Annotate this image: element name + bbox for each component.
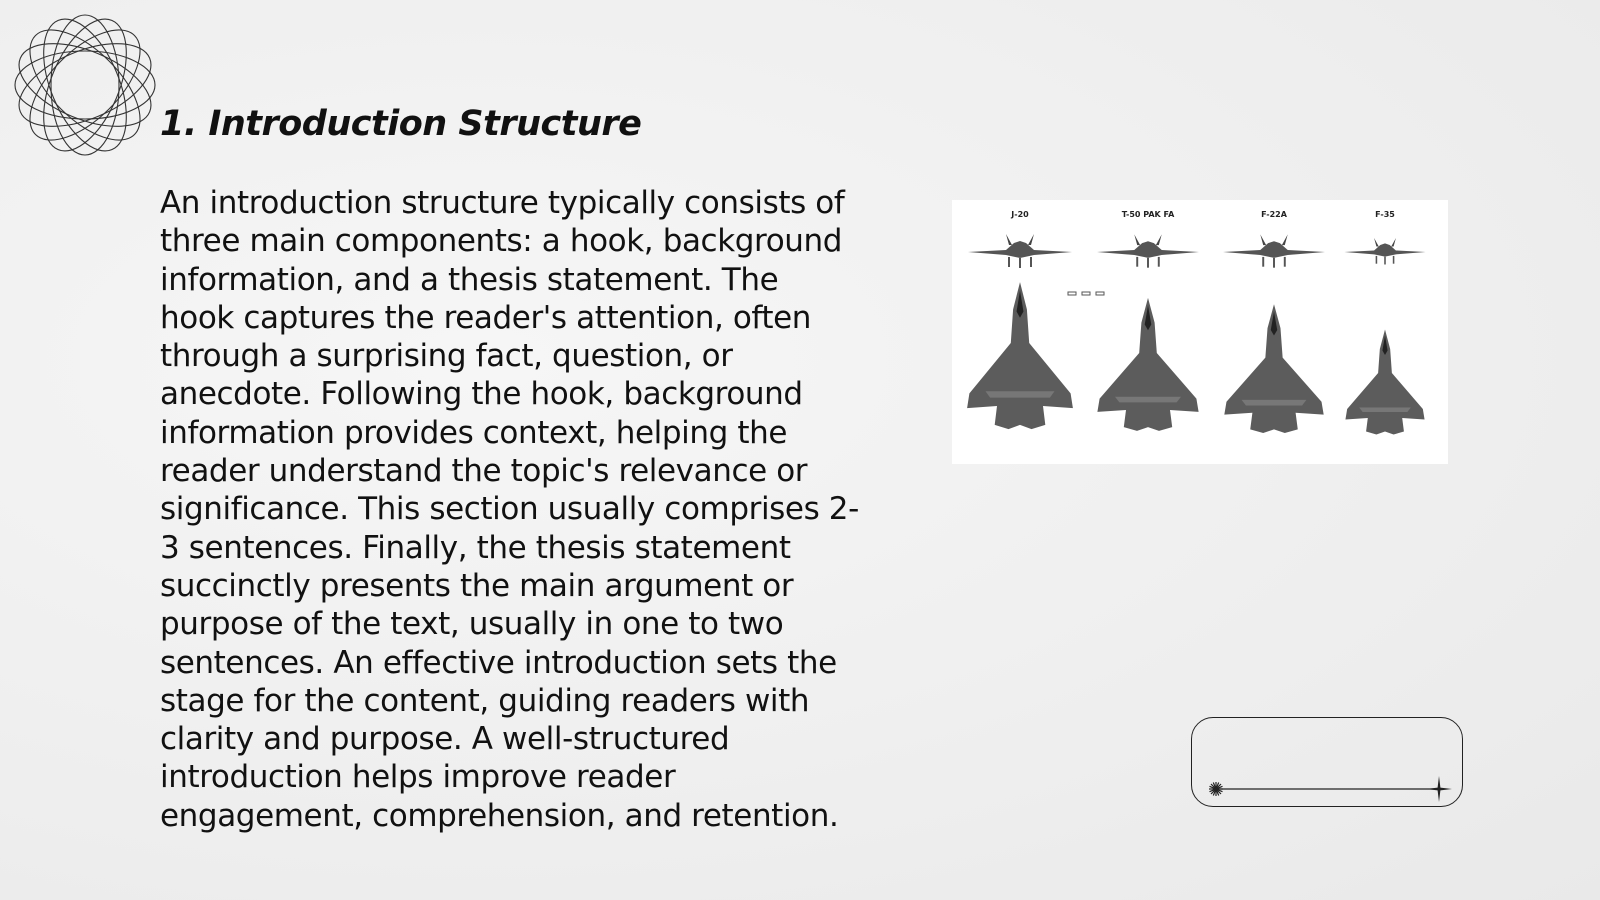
sparkle-icon (1426, 776, 1452, 802)
starburst-icon (1209, 782, 1223, 796)
aircraft-top-view-icon (967, 282, 1424, 434)
slide-title: 1. Introduction Structure (160, 104, 642, 144)
aircraft-label-f22a: F-22A (1261, 210, 1287, 219)
circular-rings-ornament-icon (10, 10, 160, 160)
body-paragraph: An introduction structure typically consists of three main components: a hook, background information, and a thesis statement. The hook captures the reader's attention, often through a surprising fact, question, or anecdote. Following the hook, background information provides context, helping the reader understand the topic's relevance or significance. This section usually comprises 2-3 sentences. Finally, the thesis statement succinctly presents the main argument or purpose of the text, usually in one to two sentences. An effective introduction sets the stage for the content, guiding readers with clarity and purpose. A well-structured introduction helps improve reader engagement, comprehension, and retention. (160, 185, 859, 834)
aircraft-label-t50: T-50 PAK FA (1121, 210, 1175, 219)
aircraft-label-j20: J-20 (1011, 210, 1029, 219)
aircraft-front-view-icon (968, 234, 1426, 268)
aircraft-label-f35: F-35 (1375, 210, 1395, 219)
aircraft-comparison-image (952, 200, 1448, 464)
decorative-frame (1191, 717, 1463, 807)
